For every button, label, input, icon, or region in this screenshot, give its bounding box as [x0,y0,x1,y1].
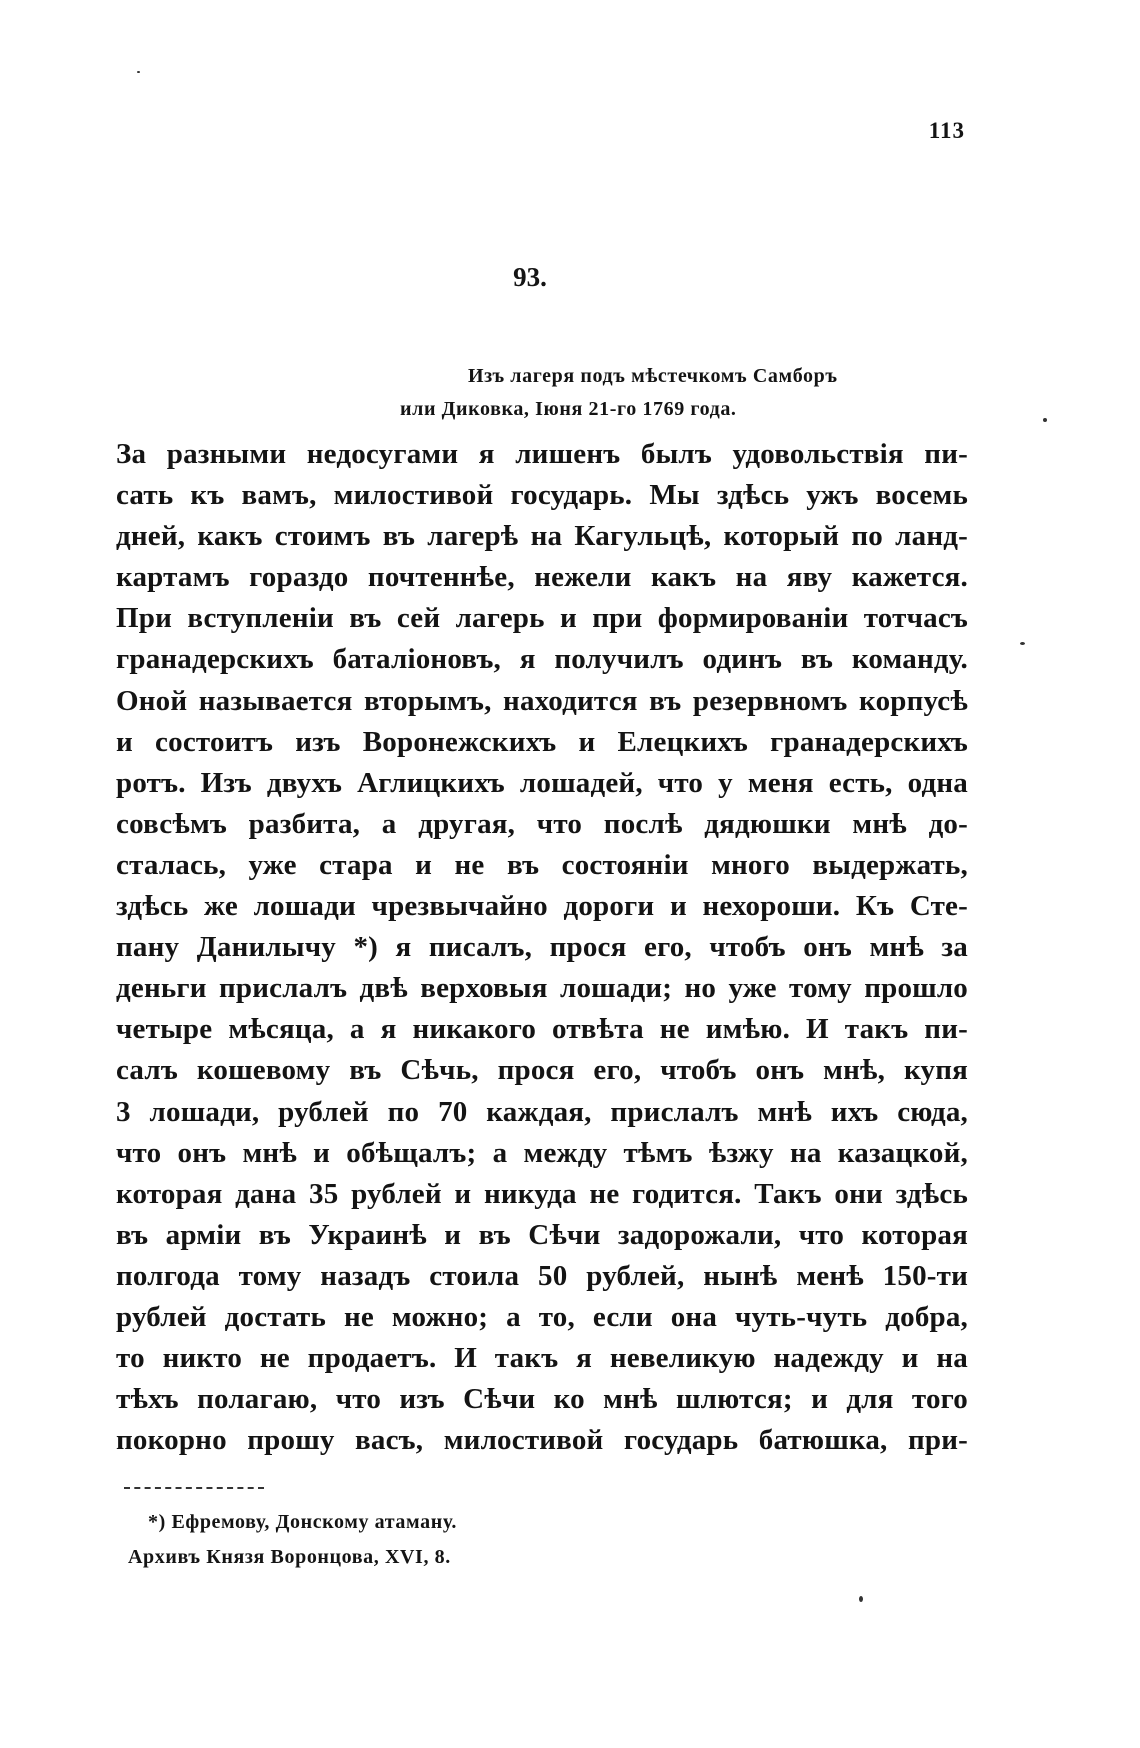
body-line: дней, какъ стоимъ въ лагерѣ на Кагульцѣ, который по ланд- [116,520,968,553]
body-line: и состоитъ изъ Воронежскихъ и Елецкихъ гранадерскихъ [116,725,968,758]
body-line: рублей достать не можно; а то, если она чуть-чуть добра, [116,1300,968,1333]
footnote-divider [124,1487,264,1489]
body-line: 3 лошади, рублей по 70 каждая, прислалъ мнѣ ихъ сюда, [116,1095,968,1128]
letter-dateline [400,360,920,426]
body-line: тѣхъ полагаю, что изъ Сѣчи ко мнѣ шлются; и для того [116,1383,968,1416]
body-line: деньги прислалъ двѣ верховыя лошади; но уже тому прошло [116,972,968,1005]
body-line: покорно прошу васъ, милостивой государь батюшка, при- [116,1424,968,1457]
body-line: здѣсь же лошади чрезвычайно дороги и нехороши. Къ Сте- [116,890,968,923]
letter-body [116,434,968,1461]
body-line: четыре мѣсяца, а я никакого отвѣта не имѣю. И такъ пи- [116,1013,968,1046]
body-line: При вступленіи въ сей лагерь и при формированіи тотчасъ [116,602,968,635]
body-line: картамъ гораздо почтеннѣе, нежели какъ на яву кажется. [116,561,968,594]
body-line: сталась, уже стара и не въ состояніи много выдержать, [116,848,968,881]
body-line: салъ кошевому въ Сѣчь, прося его, чтобъ онъ мнѣ, купя [116,1054,968,1087]
dateline-line-2: или Диковка, Іюня 21-го 1769 года. [400,398,737,420]
source-citation: Архивъ Князя Воронцова, XVI, 8. [128,1546,451,1568]
scan-speck [1043,418,1047,422]
body-line: ротъ. Изъ двухъ Аглицкихъ лошадей, что у меня есть, одна [116,766,968,799]
scan-speck [137,71,140,73]
body-line: гранадерскихъ баталіоновъ, я получилъ одинъ въ команду. [116,643,968,676]
body-line: пану Данилычу *) я писалъ, прося его, чтобъ онъ мнѣ за [116,931,968,964]
body-line: которая дана 35 рублей и никуда не годится. Такъ они здѣсь [116,1177,968,1210]
body-line: За разными недосугами я лишенъ былъ удовольствія пи- [116,438,968,470]
footnote-1: *) Ефремову, Донскому атаману. [148,1511,458,1533]
body-line: совсѣмъ разбита, а другая, что послѣ дядюшки мнѣ до- [116,807,968,840]
body-line: то никто не продаетъ. И такъ я невеликую надежду и на [116,1342,968,1375]
body-line: въ арміи въ Украинѣ и въ Сѣчи задорожали, что которая [116,1218,968,1251]
letter-number: 93. [513,262,547,292]
footnotes [128,1505,888,1575]
body-line: сать къ вамъ, милостивой государь. Мы здѣсь ужъ восемь [116,479,968,512]
body-line: Оной называется вторымъ, находится въ резервномъ корпусѣ [116,684,968,717]
body-line: полгода тому назадъ стоила 50 рублей, нынѣ менѣ 150-ти [116,1259,968,1292]
page-number: 113 [928,118,965,143]
dateline-line-1: Изъ лагеря подъ мѣстечкомъ Самборъ [468,365,838,387]
body-line: что онъ мнѣ и обѣщалъ; а между тѣмъ ѣзжу на казацкой, [116,1136,968,1169]
scan-speck [1020,642,1025,645]
scan-speck [859,1596,863,1602]
